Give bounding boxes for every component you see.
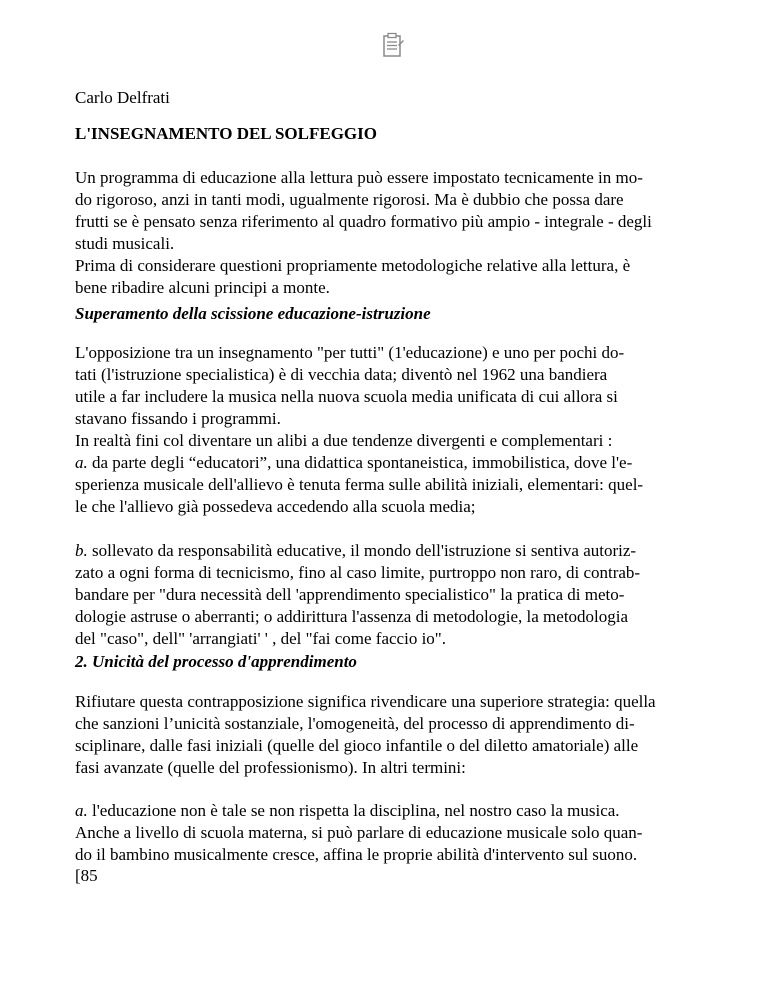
text-line: fasi avanzate (quelle del professionismo). In altri termini: [75, 758, 466, 777]
text-line: del "caso", dell" 'arrangiati' ' , del "fai come faccio io". [75, 629, 446, 648]
text-line: Rifiutare questa contrapposizione significa rivendicare una superiore strategia: quella [75, 692, 656, 711]
text-line: l'educazione non è tale se non rispetta la disciplina, nel nostro caso la musica. [87, 801, 620, 820]
text-line: L'opposizione tra un insegnamento "per tutti" (1'educazione) e uno per pochi do- [75, 343, 625, 362]
section-heading-2: 2. Unicità del processo d'apprendimento [75, 652, 357, 671]
text-line: frutti se è pensato senza riferimento al quadro formativo più ampio - integrale - degli [75, 212, 652, 231]
text-line: zato a ogni forma di tecnicismo, fino al caso limite, purtroppo non raro, di contrab- [75, 563, 641, 582]
text-line: sperienza musicale dell'allievo è tenuta ferma sulle abilità iniziali, elementari: quel- [75, 475, 644, 494]
text-line: che sanzioni l’unicità sostanziale, l'omogeneità, del processo di apprendimento di- [75, 714, 635, 733]
text-line: sciplinare, dalle fasi iniziali (quelle del gioco infantile o del diletto amatoriale) alle [75, 736, 639, 755]
text-line: tati (l'istruzione specialistica) è di vecchia data; diventò nel 1962 una bandiera [75, 365, 608, 384]
text-line: dologie astruse o aberranti; o addirittura l'assenza di metodologie, la metodologia [75, 607, 629, 626]
list-item-a2 [75, 800, 695, 866]
intro-paragraph [75, 167, 695, 299]
text-line: Un programma di educazione alla lettura può essere impostato tecnicamente in mo- [75, 168, 643, 187]
list-item-a1 [75, 452, 695, 518]
text-line: do il bambino musicalmente cresce, affina le proprie abilità d'intervento sul suono. [75, 845, 638, 864]
text-line: stavano fissando i programmi. [75, 409, 281, 428]
opposition-paragraph [75, 342, 695, 452]
text-line: sollevato da responsabilità educative, il mondo dell'istruzione si sentiva autoriz- [87, 541, 637, 560]
list-item-b1 [75, 540, 695, 650]
author-name: Carlo Delfrati [75, 88, 170, 107]
list-marker: a. [75, 801, 88, 820]
section-heading-1: Superamento della scissione educazione-istruzione [75, 304, 431, 323]
unity-paragraph [75, 691, 695, 779]
text-line: Prima di considerare questioni propriamente metodologiche relative alla lettura, è [75, 256, 631, 275]
document-title: L'INSEGNAMENTO DEL SOLFEGGIO [75, 124, 377, 143]
text-line: In realtà fini col diventare un alibi a due tendenze divergenti e complementari : [75, 431, 613, 450]
list-marker: b. [75, 541, 88, 560]
text-line: bandare per "dura necessità dell 'apprendimento specialistico" la pratica di meto- [75, 585, 625, 604]
text-line: studi musicali. [75, 234, 175, 253]
text-line: Anche a livello di scuola materna, si può parlare di educazione musicale solo quan- [75, 823, 643, 842]
text-line: da parte degli “educatori”, una didattica spontaneistica, immobilistica, dove l'e- [87, 453, 633, 472]
page-number: [85 [75, 866, 98, 885]
text-line: utile a far includere la musica nella nuova scuola media unificata di cui allora si [75, 387, 618, 406]
list-marker: a. [75, 453, 88, 472]
document-icon [382, 32, 404, 58]
text-line: le che l'allievo già possedeva accedendo alla scuola media; [75, 497, 476, 516]
text-line: do rigoroso, anzi in tanti modi, ugualmente rigorosi. Ma è dubbio che possa dare [75, 190, 624, 209]
text-line: bene ribadire alcuni principi a monte. [75, 278, 330, 297]
